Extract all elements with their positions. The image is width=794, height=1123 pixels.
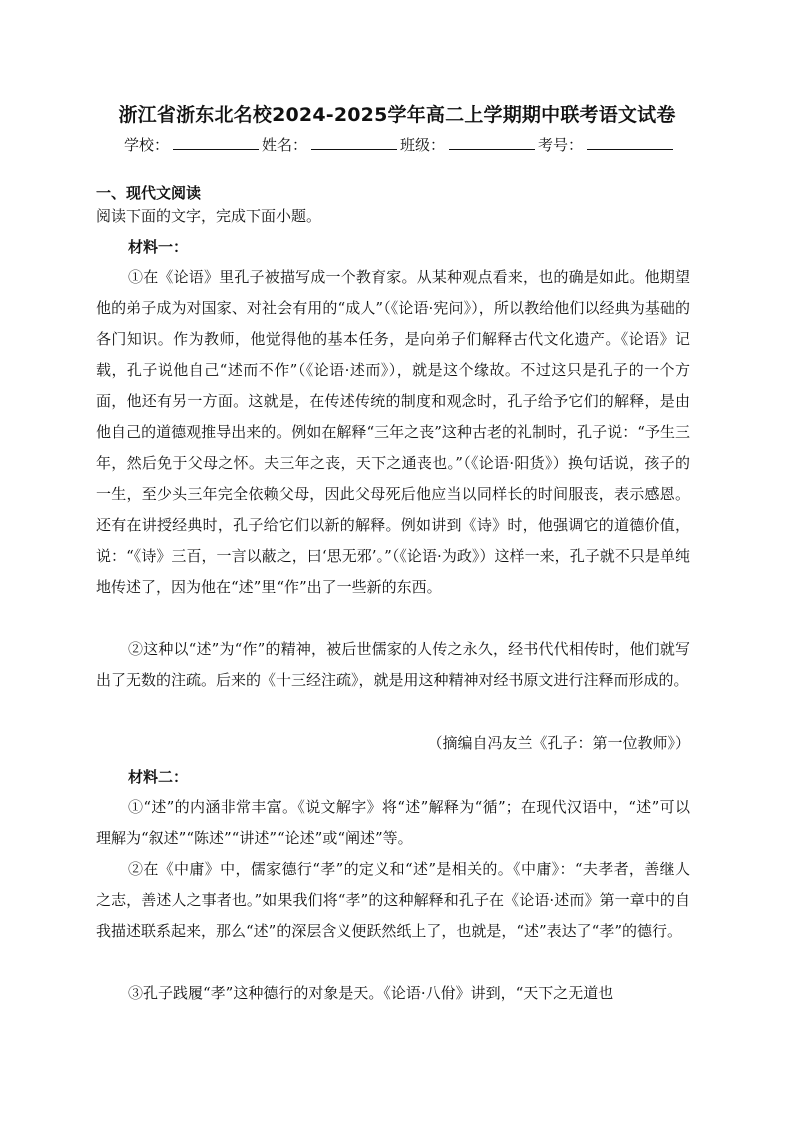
school-blank[interactable] <box>173 135 259 150</box>
material-one-heading: 材料一： <box>128 238 189 256</box>
material-two-paragraph-3: ③孔子践履“孝”这种德行的对象是天。《论语·八佾》讲到，“天下之无道也 <box>128 984 614 1002</box>
exam-title: 浙江省浙东北名校2024-2025学年高二上学期期中联考语文试卷 <box>118 104 676 126</box>
class-label: 班级： <box>400 136 446 154</box>
material-one-source: （摘编自冯友兰《孔子：第一位教师》） <box>427 734 690 752</box>
class-blank[interactable] <box>449 135 535 150</box>
material-two-paragraph-2: ②在《中庸》中，儒家德行“孝”的定义和“述”是相关的。《中庸》：“夫孝者，善继人之志，善述人之事者也。”如果我们将“孝”的这种解释和孔子在《论语·述而》第一章中的自我描述联系起来，那么“述”的深层含义便跃然纸上了，也就是，“述”表达了“孝”的德行。 <box>96 860 690 940</box>
material-one-paragraph-2: ②这种以“述”为“作”的精神，被后世儒家的人传之永久，经书代代相传时，他们就写出了无数的注疏。后来的《十三经注疏》，就是用这种精神对经书原文进行注释而形成的。 <box>96 640 690 689</box>
name-label: 姓名： <box>262 136 308 154</box>
name-blank[interactable] <box>311 135 397 150</box>
material-two-paragraph-1: ①“述”的内涵非常丰富。《说文解字》将“述”解释为“循”；在现代汉语中，“述”可以理解为“叙述”“陈述”“讲述”“论述”或“阐述”等。 <box>96 798 690 847</box>
school-label: 学校： <box>124 136 170 154</box>
student-info-fields <box>124 134 684 158</box>
instruction-text: 阅读下面的文字，完成下面小题。 <box>96 207 322 225</box>
material-two-heading: 材料二： <box>128 768 189 786</box>
exam-number-label: 考号： <box>538 136 584 154</box>
section-title: 一、现代文阅读 <box>96 184 202 202</box>
exam-number-blank[interactable] <box>587 135 673 150</box>
material-one-paragraph-1: ①在《论语》里孔子被描写成一个教育家。从某种观点看来，也的确是如此。他期望他的弟子成为对国家、对社会有用的“成人”（《论语·宪问》），所以教给他们以经典为基础的各门知识。作为教师，他觉得他的基本任务，是向弟子们解释古代文化遗产。《论语》记载，孔子说他自己“述而不作”（《论语·述而》），就是这个缘故。不过这只是孔子的一个方面，他还有另一方面。这就是，在传述传统的制度和观念时，孔子给予它们的解释，是由他自己的道德观推导出来的。例如在解释“三年之丧”这种古老的礼制时，孔子说：“予生三年，然后免于父母之怀。夫三年之丧，天下之通丧也。”（《论语·阳货》）换句话说，孩子的一生，至少头三年完全依赖父母，因此父母死后他应当以同样长的时间服丧，表示感恩。还有在讲授经典时，孔子给它们以新的解释。例如讲到《诗》时，他强调它的道德价值，说：“《诗》三百，一言以蔽之，曰‘思无邪’。”（《论语·为政》）这样一来，孔子就不只是单纯地传述了，因为他在“述”里“作”出了一些新的东西。 <box>96 268 690 596</box>
